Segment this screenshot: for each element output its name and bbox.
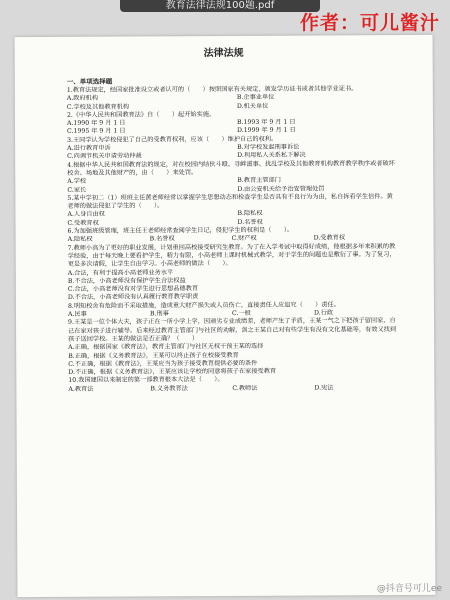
answer-option: A.合法，有利于提高小高老师业务水平 [67,268,174,277]
answer-option: D.不合法，小高老师没有认真履行教育教学职责 [67,293,199,302]
answer-option: C.合法，小高老师没有对学生进行思想品德教育 [67,285,199,293]
answer-option: A.1990 年 9 月 1 日 [66,119,126,128]
answer-option: C.财产权 [231,235,257,243]
question-stem: 3.王同学认为学校侵犯了自己的受教育权利，应该（ ）维护自己的权利。 [67,135,278,144]
question-item [68,226,396,244]
option-group [68,268,396,303]
option-group [67,210,395,228]
answer-option: D.宪法 [314,384,334,392]
answer-option: B.义务教育法 [150,384,188,393]
answer-option: B.刑事 [149,310,169,318]
question-stem: 1.教育法规定，经国家批准设立或者认可的（ ）按照国家有关规定，颁发学历证书或者其他学业证书。 [66,85,358,94]
answer-option: B.名誉权 [149,235,175,243]
option-group [68,342,396,377]
question-item [67,193,395,228]
viewer-top-bar [0,0,450,34]
answer-option: C.家长 [67,186,87,194]
answer-option: D.1999 年 9 月 1 日 [237,127,296,135]
answer-option: B.不合法，小高老师没有保护学生合法权益 [67,277,186,285]
section-heading: 一、单项选择题 [66,77,113,86]
question-item [67,135,395,162]
question-stem: 9.王某是一位个体大夫，孩子正在一所小学上学，因顽劣专业成绩差，老师产生了矛盾，王某一气之下把孩子留回家，自己在家对孩子进行辅导。后来经过教育主管部门与社区的劝解，剑之王某自己对有些学生有没有文化基础等，有效又找到孩子送回学校。王某的做法是否正确？（ ） [68,317,397,343]
question-stem: 6.为加强班级管理，班主任王老师经常查阅学生日记，侵犯学生的权利是（ ）。 [67,226,294,235]
question-stem: 5.某中学初二（1）班班主任黄老师经常以掌握学生思想动态和检查学生是否具有不良行为为由，私自拆看学生信件。黄老师的做法侵犯了学生的（ ）。 [67,192,393,210]
answer-option: A.教育法 [68,385,94,393]
answer-option: D.利用私人关系私下解决 [237,151,306,160]
question-item [67,85,395,112]
option-group [68,384,396,394]
question-stem: 7.教师小高为了更好的职业发展，计划重回高校接受研究生教育。为了在入学考试中取得好成绩，他根据多年来积累的教学经验，由于每天晚上要看护学生，精力有限，小高老师上课时机械式教学，对于学生的问题也是敷衍了事。为了复习，更是多次请假，让学生自由学习。小高老师的做法（ ）。 [67,242,396,269]
answer-option: C.向调节机关申请劳动仲裁 [67,152,142,161]
document-page [15,35,436,597]
answer-option: D.名誉权 [237,218,263,226]
question-item [67,110,395,137]
question-item [68,375,396,393]
answer-option: C.教师法 [232,384,258,392]
option-group [67,93,395,111]
watermark-text: @抖音号可儿ee [376,584,442,594]
answer-option: B.对学校发起刑事诉讼 [237,143,300,152]
answer-option: D.由公安机关给予治安管理处罚 [237,185,325,193]
question-stem: 10.我国建国以来制定的第一部教育根本大法是（ ）。 [68,376,224,385]
question-list [67,85,397,394]
answer-option: B.隐私权 [237,210,263,218]
answer-option: C.1995 年 9 月 1 日 [67,128,126,136]
answer-option: A.学校 [67,177,87,186]
option-group [67,143,395,161]
question-item [68,317,396,377]
answer-option: A.进行教育申诉 [67,144,111,152]
question-item [67,160,395,195]
option-group [67,176,395,194]
file-name-tab[interactable]: 教育法律法规100题.pdf [120,0,320,12]
author-caption: 作者：可儿酱汁 [300,12,441,34]
answer-option: D.机关单位 [236,102,269,110]
answer-option: A.人身自由权 [67,211,105,219]
answer-option: C.受教育权 [67,219,99,227]
question-item [68,243,396,303]
document-title: 法律法规 [203,47,244,60]
question-stem: 8.明知校舍有危险而不采取措施，造成重大财产损失或人员伤亡，直接责任人应追究（ ）责任。 [67,301,340,310]
answer-option: D.行政 [313,309,334,317]
question-stem: 2.《中华人民共和国教育法》自（ ）起开始实施。 [66,110,216,119]
answer-option: A.隐私权 [67,236,93,244]
answer-option: C.不正确，根据《教育法》，王某应当为孩子接受教育提供必要的条件 [68,359,258,368]
answer-option: B.正确，根据《义务教育法》，王某可以终止孩子在校接受教育 [68,351,239,360]
answer-option: B.教育主管部门 [237,176,281,185]
option-group [67,118,395,136]
answer-option: A.民事 [67,310,87,318]
answer-option: A.正确，根据国家《教育法》，教育主管部门与社区无权干预王某的选择 [68,343,264,352]
question-stem: 4.根据中华人民共和国教育法的规定，对在校园内结伙斗殴、寻衅滋事、扰乱学校及其他教育机构教育教学秩序或者破坏校舍、场地及其他财产的，由（ ）来处罚。 [67,159,395,177]
answer-option: C.一般 [231,309,251,317]
answer-option: C.学校及其他教育机构 [66,103,130,111]
answer-option: B.企事业单位 [236,94,275,102]
answer-option: B.1993 年 9 月 1 日 [236,118,296,127]
answer-option: D.不正确，根据《义务教育法》，王某应该让学校的同意将孩子在家接受教育 [68,367,277,376]
answer-option: D.受教育权 [313,234,346,242]
answer-option: A.政府机构 [66,94,99,103]
